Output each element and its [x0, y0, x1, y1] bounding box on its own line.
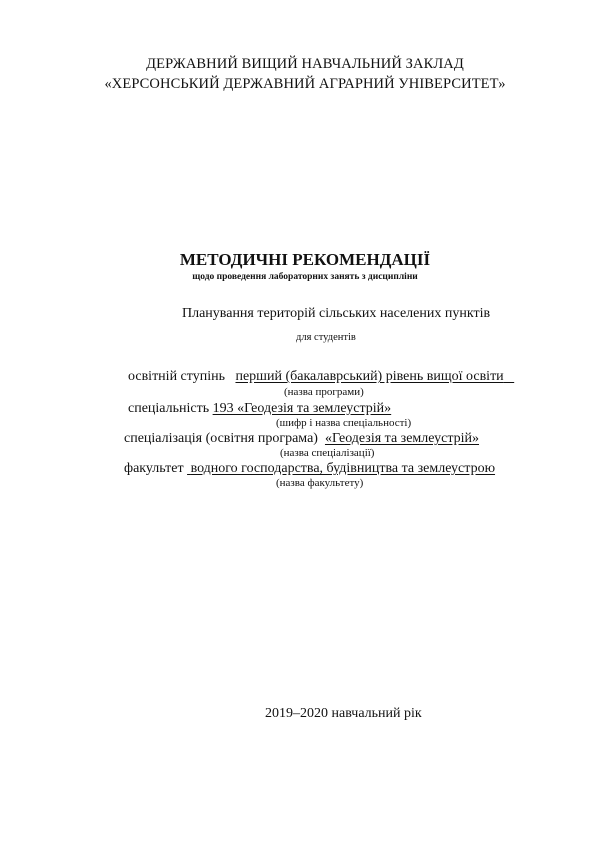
specialty-hint: (шифр і назва спеціальності) [276, 417, 412, 429]
faculty-hint: (назва факультету) [276, 477, 364, 489]
degree-row [128, 369, 514, 385]
document-title: МЕТОДИЧНІ РЕКОМЕНДАЦІЇ [179, 250, 431, 269]
specialty-value: 193 «Геодезія та землеустрій» [212, 401, 392, 416]
specialization-row [124, 431, 479, 447]
degree-label: освітній ступінь [128, 369, 225, 384]
specialization-value: «Геодезія та землеустрій» [324, 431, 480, 446]
faculty-label: факультет [124, 461, 184, 476]
document-subtitle: щодо проведення лабораторних занять з дисципліни [192, 272, 418, 282]
specialty-row [128, 401, 391, 417]
institution-line-2: «ХЕРСОНСЬКИЙ ДЕРЖАВНИЙ АГРАРНИЙ УНІВЕРСИТЕТ» [104, 76, 506, 92]
specialization-hint: (назва спеціалізації) [280, 447, 375, 459]
academic-year: 2019–2020 навчальний рік [265, 706, 422, 721]
faculty-row [124, 461, 495, 477]
course-name: Планування територій сільських населених пунктів [182, 306, 491, 321]
institution-line-1: ДЕРЖАВНИЙ ВИЩИЙ НАВЧАЛЬНИЙ ЗАКЛАД [146, 56, 464, 72]
specialty-label: спеціальність [128, 401, 210, 416]
audience-label: для студентів [296, 332, 356, 343]
specialization-label: спеціалізація (освітня програма) [124, 431, 318, 446]
degree-value: перший (бакалаврський) рівень вищої освіти [235, 369, 504, 384]
degree-hint: (назва програми) [284, 386, 364, 398]
faculty-value: водного господарства, будівництва та землеустрою [190, 461, 496, 476]
